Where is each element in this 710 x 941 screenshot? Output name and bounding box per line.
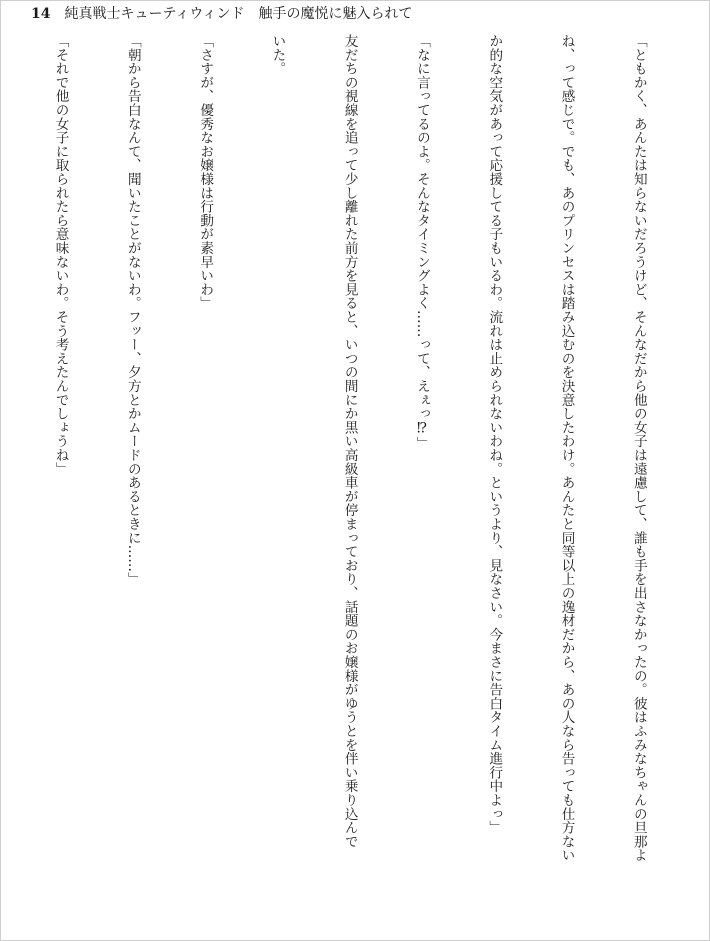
text-line: 「さすが、優秀なお嬢様は行動が素早いわ」 [197,34,214,310]
text-line: か的な空気があって応援してる子もいるわ。流れは止められないわね。というより、見なさい。今まさに告白タイム進行中よっ」 [486,34,503,835]
page-header [31,3,413,27]
text-line: 「ともかく、あんたは知らないだろうけど、そんなだから他の女子は遠慮して、誰も手を出さなかったの。彼はふみなちゃんの旦那よ [630,34,647,862]
text-line: 「なに言ってるのよ。そんなタイミングよく……って、えぇっ⁉」 [413,34,430,451]
book-title: 純真戦士キューティウィンド 触手の魔悦に魅入られて [64,6,413,22]
text-line: 「朝から告白なんて、聞いたことがないわ。フッー、夕方とかムードのあるときに……」 [124,34,141,586]
text-line: いた。 [269,34,286,76]
vertical-body-text [0,34,699,934]
text-line: 友だちの視線を追って少し離れた前方を見ると、いつの間にか黒い高級車が停まっており、話題のお嬢様がゆうとを伴い乗り込んで [341,34,358,849]
text-line: 「それで他の女子に取られたら意味ないわ。そう考えたんでしょうね」 [52,34,69,476]
page-number: 14 [31,6,51,22]
text-line: ね、って感じで。でも、あのプリンセスは踏み込むのを決意したわけ。あんたと同等以上の逸材だから、あの人なら告っても仕方ない [558,34,575,862]
